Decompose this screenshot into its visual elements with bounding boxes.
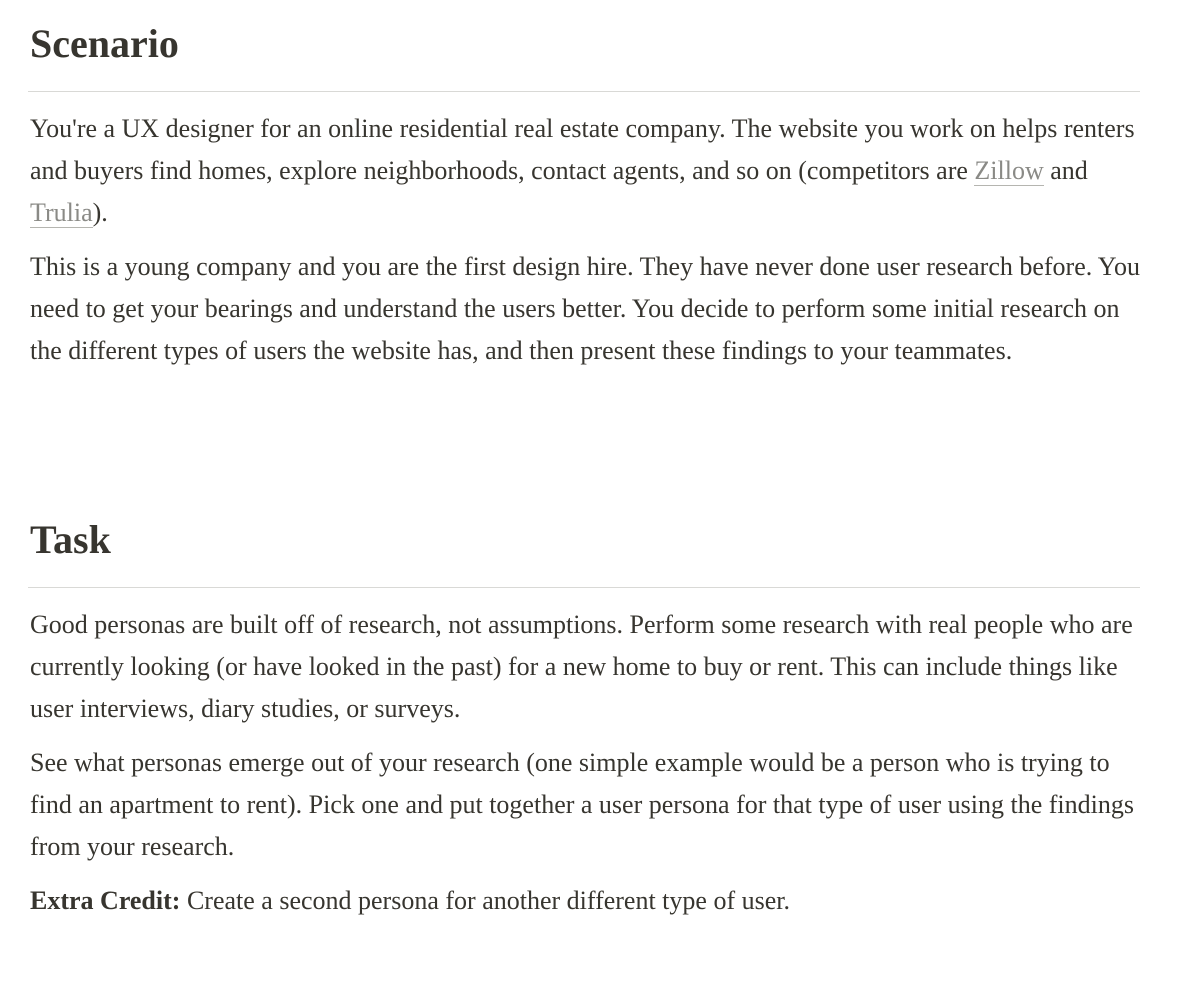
- task-divider: [28, 587, 1140, 588]
- extra-credit-label: Extra Credit:: [30, 886, 181, 915]
- extra-credit-paragraph: [30, 880, 1142, 922]
- scenario-divider: [28, 91, 1140, 92]
- task-paragraph-2: See what personas emerge out of your research (one simple example would be a person who is trying to find an apartment to rent). Pick one and put together a user persona for that type of user using the findings from your research.: [30, 748, 1134, 861]
- extra-credit-text: Create a second persona for another different type of user.: [180, 886, 790, 915]
- scenario-paragraph-2: This is a young company and you are the first design hire. They have never done user research before. You need to get your bearings and understand the users better. You decide to perform some initial research on the different types of users the website has, and then present these findings to your teammates.: [30, 252, 1140, 365]
- task-heading: Task: [30, 517, 111, 562]
- scenario-p1-text-after: ).: [92, 198, 108, 227]
- zillow-link[interactable]: Zillow: [974, 156, 1044, 185]
- trulia-link[interactable]: Trulia: [30, 198, 93, 227]
- scenario-paragraph-1: [30, 108, 1142, 234]
- scenario-p1-text-mid: and: [1043, 156, 1088, 185]
- task-paragraph-1: Good personas are built off of research, not assumptions. Perform some research with real people who are currently looking (or have looked in the past) for a new home to buy or rent. This can include things like user interviews, diary studies, or surveys.: [30, 610, 1133, 723]
- scenario-heading: Scenario: [30, 21, 179, 66]
- scenario-p1-text-before: You're a UX designer for an online residential real estate company. The website you work on helps renters and buyers find homes, explore neighborhoods, contact agents, and so on (competitors are: [30, 114, 1135, 185]
